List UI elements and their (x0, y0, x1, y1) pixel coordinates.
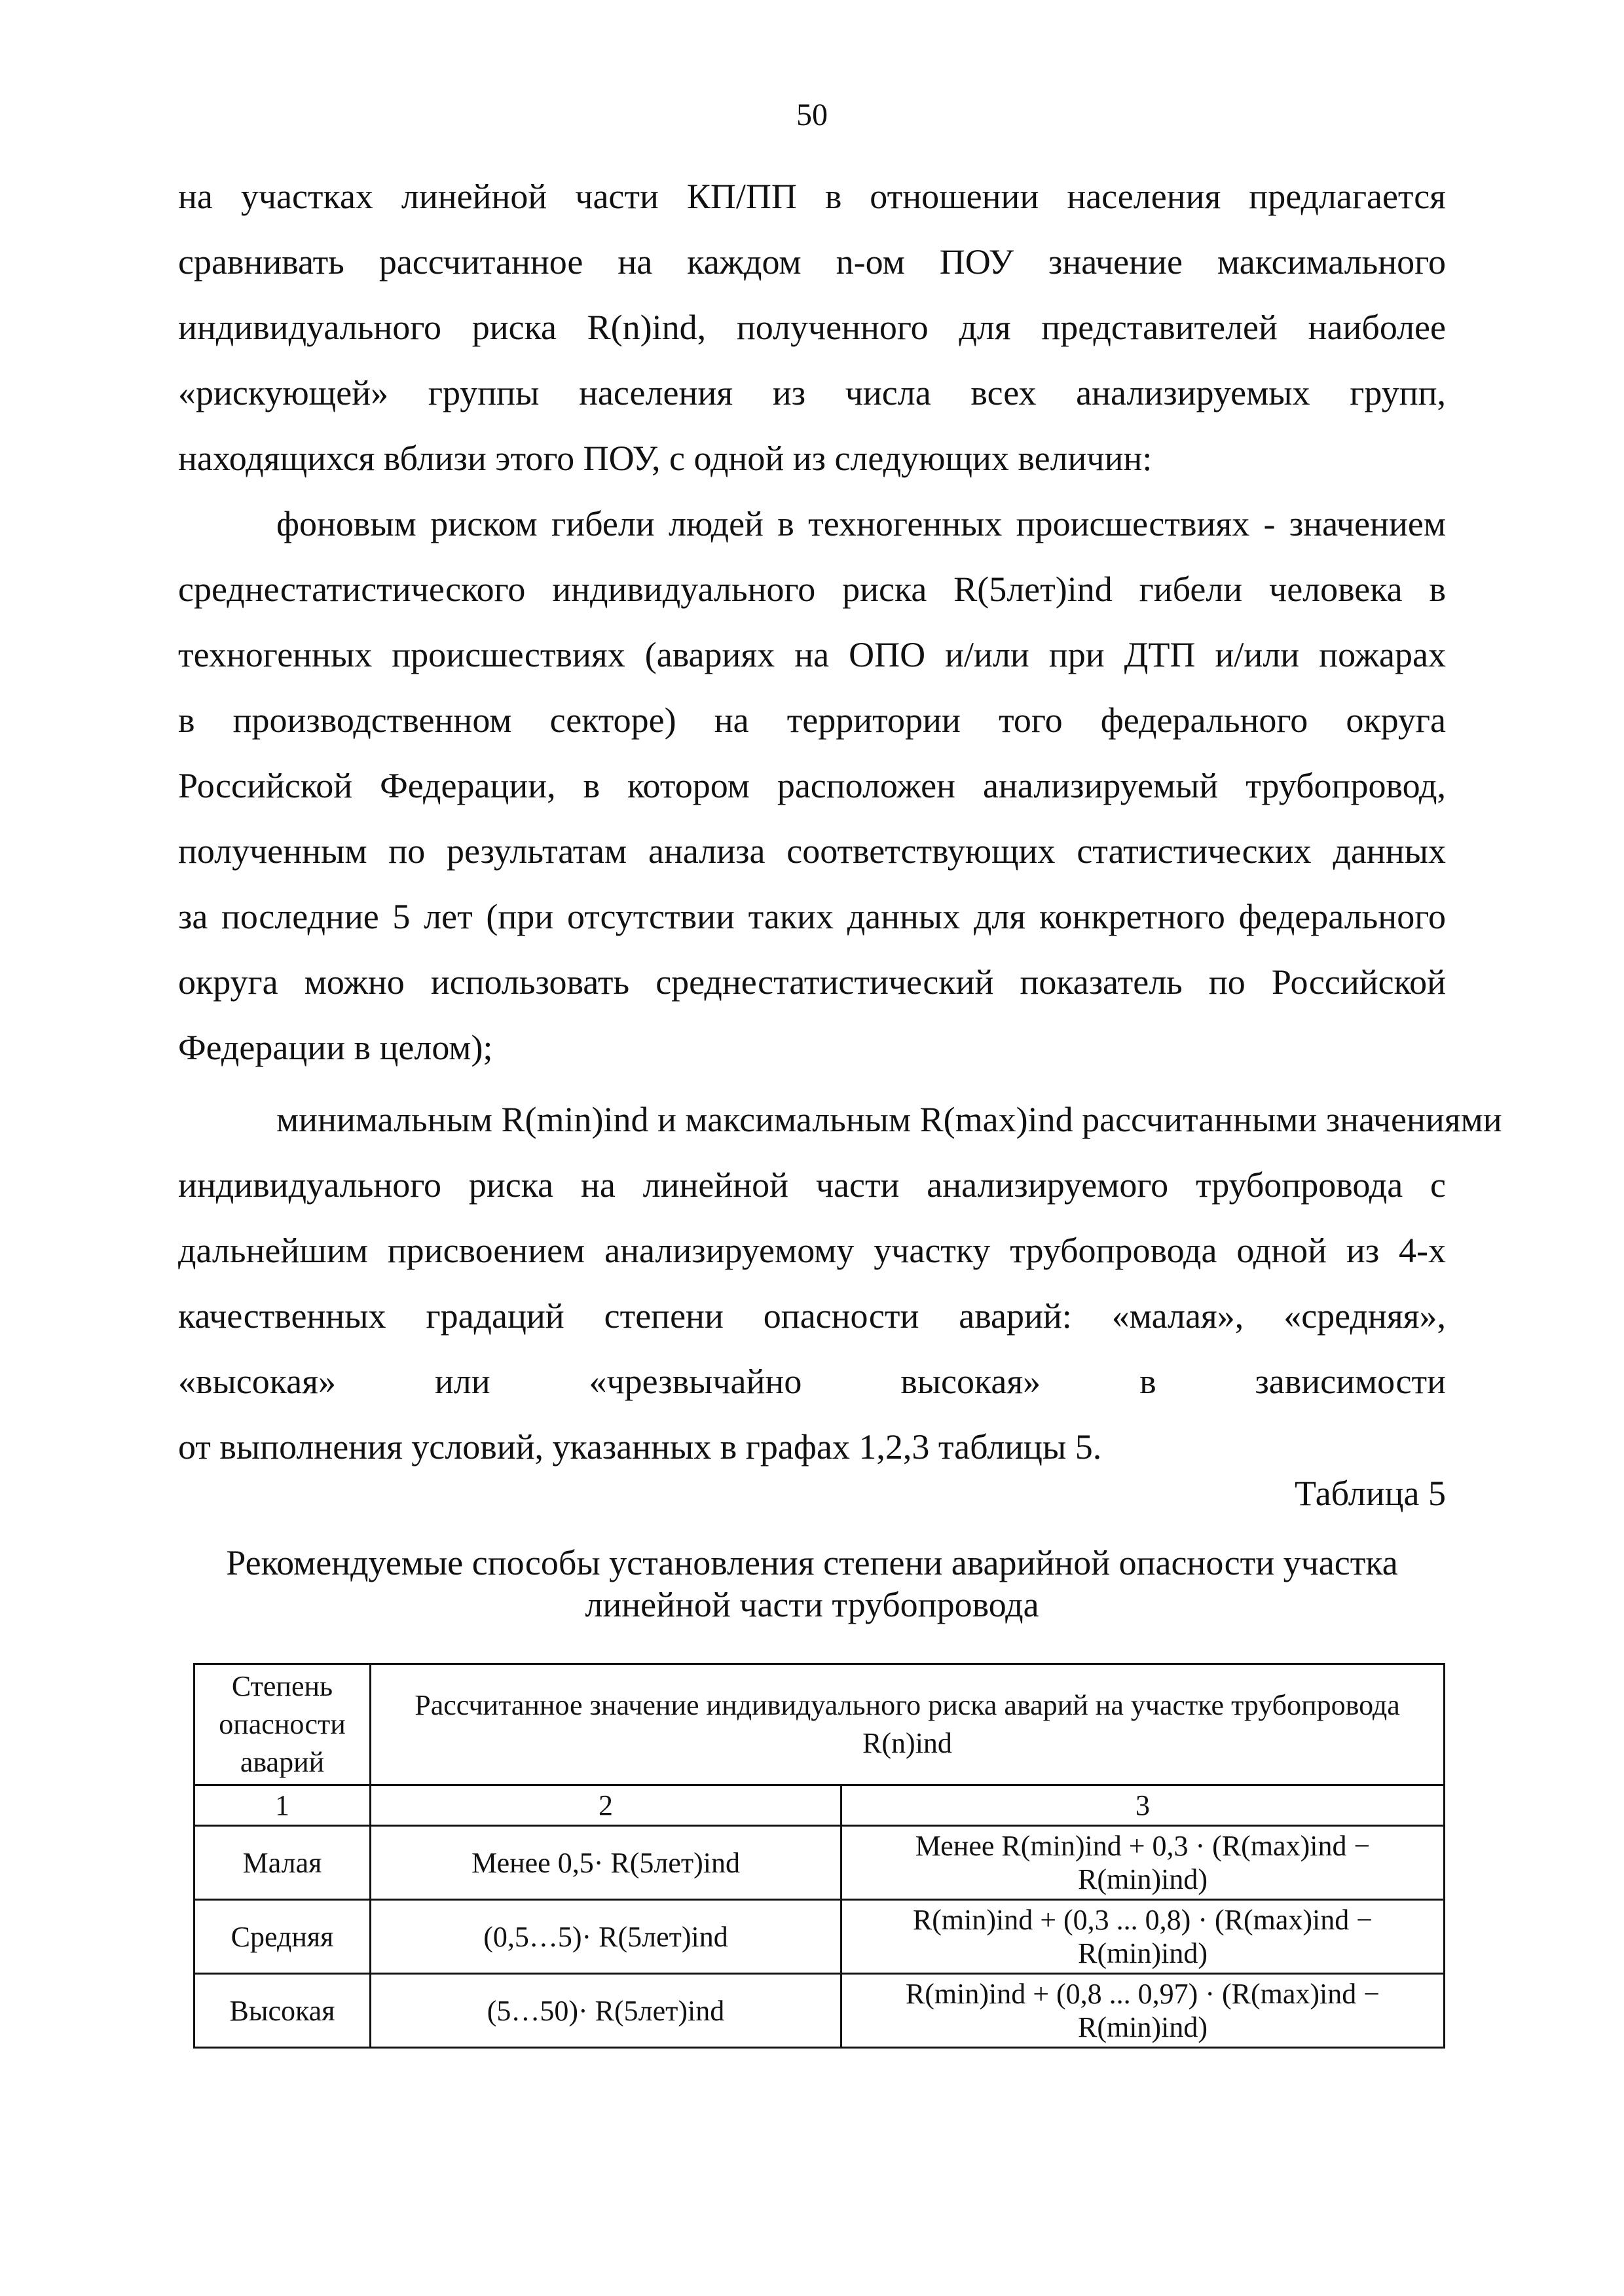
text-line: от выполнения условий, указанных в графах 1,2,3 таблицы 5. (178, 1427, 1102, 1467)
text-line: находящихся вблизи этого ПОУ, с одной из следующих величин: (178, 439, 1153, 478)
level-cell: Средняя (194, 1900, 371, 1974)
text-line: сравнивать рассчитанное на каждом n-ом ПОУ значение максимального (178, 242, 1446, 282)
table-number-row (194, 1785, 1445, 1826)
col-number: 3 (841, 1785, 1445, 1826)
header-level: Степень опасности аварий (194, 1664, 371, 1785)
text-line: качественных градаций степени опасности аварий: «малая», «средняя», (178, 1296, 1446, 1336)
text-line: Российской Федерации, в котором расположен анализируемый трубопровод, (178, 766, 1446, 805)
text-line: «рискующей» группы населения из числа всех анализируемых групп, (178, 373, 1446, 412)
paragraph-3 (178, 1087, 1502, 1480)
text-line: в производственном секторе) на территории того федерального округа (178, 701, 1446, 740)
text-line: «высокая» или «чрезвычайно высокая» в зависимости (178, 1362, 1446, 1401)
level-cell: Высокая (194, 1974, 371, 2048)
formula-cell: R(min)ind + (0,8 ... 0,97) · (R(max)ind − R(min)ind) (841, 1974, 1445, 2048)
table-header-row (194, 1664, 1445, 1785)
formula-cell: (5…50)· R(5лет)ind (371, 1974, 841, 2048)
text-line: техногенных происшествиях (авариях на ОПО и/или при ДТП и/или пожарах (178, 635, 1446, 674)
text-line: округа можно использовать среднестатистический показатель по Российской (178, 962, 1446, 1002)
col-number: 2 (371, 1785, 841, 1826)
table-row (194, 1900, 1445, 1974)
formula-cell: (0,5…5)· R(5лет)ind (371, 1900, 841, 1974)
table-title (0, 1542, 1624, 1626)
table-title-line: линейной части трубопровода (585, 1585, 1039, 1624)
paragraph-2 (178, 491, 1446, 1080)
header-value: Рассчитанное значение индивидуального риска аварий на участке трубопровода R(n)ind (371, 1664, 1445, 1785)
text-line: за последние 5 лет (при отсутствии таких данных для конкретного федерального (178, 897, 1446, 936)
page-number: 50 (796, 98, 828, 132)
text-line: дальнейшим присвоением анализируемому участку трубопровода одной из 4-х (178, 1231, 1446, 1270)
text-line: минимальным R(min)ind и максимальным R(max)ind рассчитанными значениями (276, 1100, 1502, 1139)
text-line: среднестатистического индивидуального риска R(5лет)ind гибели человека в (178, 570, 1446, 609)
formula-cell: R(min)ind + (0,3 ... 0,8) · (R(max)ind − R(min)ind) (841, 1900, 1445, 1974)
text-line: полученным по результатам анализа соответствующих статистических данных (178, 831, 1446, 871)
risk-table (193, 1663, 1445, 2049)
table-row (194, 1974, 1445, 2048)
level-cell: Малая (194, 1826, 371, 1900)
text-line: фоновым риском гибели людей в техногенных происшествиях - значением (276, 504, 1446, 543)
text-line: индивидуального риска R(n)ind, полученного для представителей наиболее (178, 308, 1446, 347)
text-line: на участках линейной части КП/ПП в отношении населения предлагается (178, 177, 1446, 216)
formula-cell: Менее 0,5· R(5лет)ind (371, 1826, 841, 1900)
col-number: 1 (194, 1785, 371, 1826)
formula-cell: Менее R(min)ind + 0,3 · (R(max)ind − R(min)ind) (841, 1826, 1445, 1900)
text-line: Федерации в целом); (178, 1028, 493, 1067)
table-title-line: Рекомендуемые способы установления степени аварийной опасности участка (226, 1543, 1398, 1582)
text-line: индивидуального риска на линейной части анализируемого трубопровода с (178, 1165, 1446, 1205)
paragraph-1 (178, 164, 1446, 491)
table-row (194, 1826, 1445, 1900)
table-label: Таблица 5 (1295, 1474, 1446, 1513)
